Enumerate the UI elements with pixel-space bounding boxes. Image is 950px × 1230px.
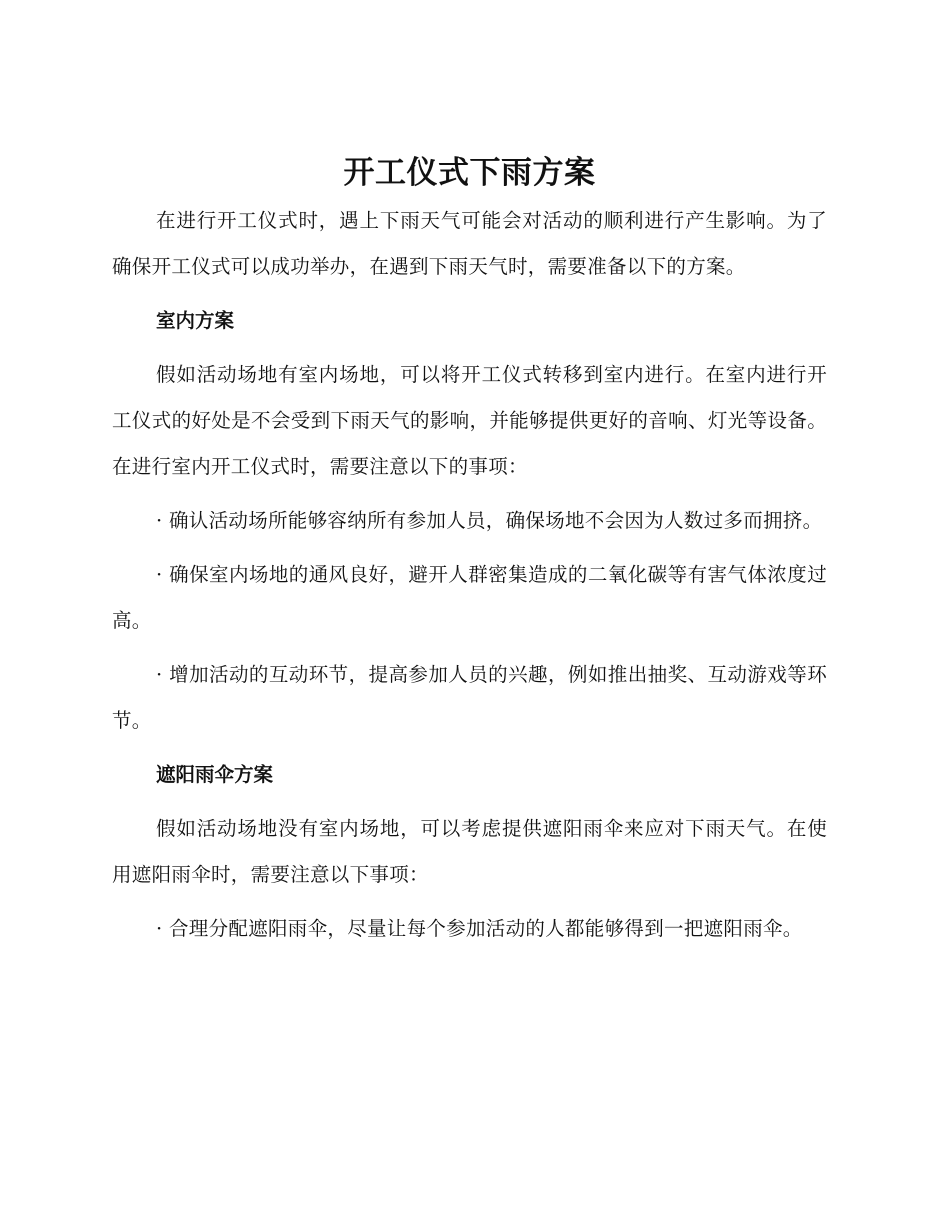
section-heading: 室内方案 <box>156 309 235 332</box>
bullet-item: · 确认活动场所能够容纳所有参加人员，确保场地不会因为人数过多而拥挤。 <box>156 509 823 532</box>
section-body: 假如活动场地有室内场地，可以将开工仪式转移到室内进行。在室内进行开工仪式的好处是不会受到下雨天气的影响，并能够提供更好的音响、灯光等设备。在进行室内开工仪式时，需要注意以下的事项： <box>112 363 827 478</box>
section-heading: 遮阳雨伞方案 <box>156 763 274 786</box>
bullet-item: · 确保室内场地的通风良好，避开人群密集造成的二氧化碳等有害气体浓度过高。 <box>112 563 827 632</box>
section-body: 假如活动场地没有室内场地，可以考虑提供遮阳雨伞来应对下雨天气。在使用遮阳雨伞时，需要注意以下事项： <box>112 817 827 886</box>
bullet-item: · 合理分配遮阳雨伞，尽量让每个参加活动的人都能够得到一把遮阳雨伞。 <box>156 917 803 940</box>
section-umbrella <box>112 752 827 952</box>
section-indoor <box>112 298 827 752</box>
document-title: 开工仪式下雨方案 <box>343 155 596 191</box>
intro-paragraph: 在进行开工仪式时，遇上下雨天气可能会对活动的顺利进行产生影响。为了确保开工仪式可以成功举办，在遇到下雨天气时，需要准备以下的方案。 <box>112 209 827 278</box>
document-page <box>112 148 827 952</box>
bullet-item: · 增加活动的互动环节，提高参加人员的兴趣，例如推出抽奖、互动游戏等环节。 <box>112 663 827 732</box>
